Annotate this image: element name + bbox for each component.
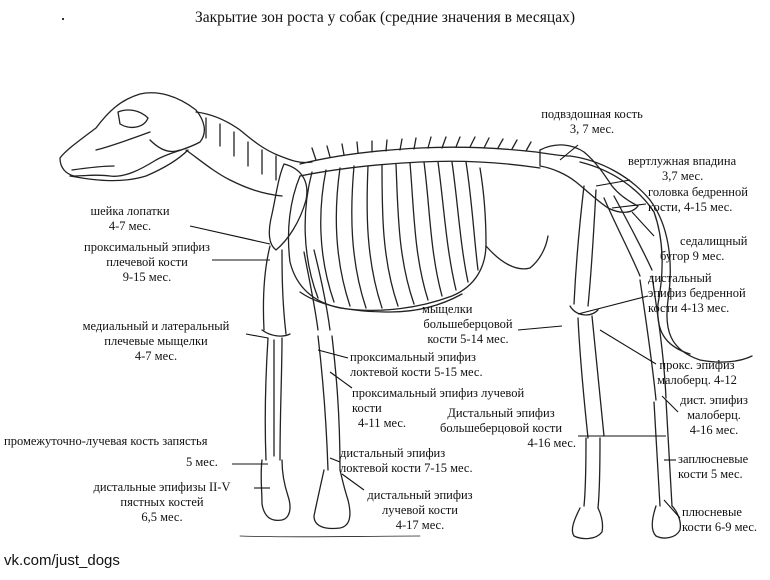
- label-line: плечевой кости: [106, 255, 188, 269]
- label-line: дистальный эпифиз: [367, 488, 473, 502]
- label-line: 4-16 мес.: [689, 423, 739, 437]
- label-line: дистальные эпифизы II-V: [93, 480, 231, 494]
- leader-prox-radius: [330, 372, 352, 388]
- hind-paw-near: [572, 508, 602, 539]
- label-fibula-dist: [676, 393, 752, 438]
- label-line: медиальный и латеральный: [82, 319, 230, 333]
- label-line: кости 6-9 мес.: [682, 520, 758, 534]
- label-line: 4-16 мес.: [527, 436, 576, 450]
- source-credit-link[interactable]: vk.com/just_dogs: [4, 552, 120, 569]
- label-line: 4-11 мес.: [358, 416, 407, 430]
- label-line: 4-7 мес.: [134, 349, 178, 363]
- hind-leg-tibia: [578, 316, 604, 438]
- label-scapula-neck: [70, 204, 190, 234]
- hind-leg-far-femur: [604, 196, 652, 276]
- label-line: промежуточно-лучевая кость запястья: [4, 434, 208, 448]
- label-prox-humerus: [54, 240, 240, 285]
- label-ischial: [660, 234, 747, 264]
- label-metacarpal: [72, 480, 252, 525]
- label-line: мыщелки: [422, 302, 473, 316]
- label-line: дистальный: [648, 271, 712, 285]
- leader-distal-ulna: [330, 458, 340, 462]
- leader-condyles: [246, 334, 268, 338]
- label-acetabulum: [628, 154, 736, 184]
- label-distal-femur: [648, 271, 746, 316]
- cervical-spine-lower: [186, 150, 282, 196]
- label-line: 6,5 мес.: [141, 510, 183, 524]
- label-line: заплюсневые: [678, 452, 749, 466]
- label-line: кости 4-13 мес.: [648, 301, 730, 315]
- label-distal-radius: [360, 488, 480, 533]
- label-metatarsal: [682, 505, 757, 535]
- front-leg-far-radius: [318, 336, 340, 470]
- label-prox-ulna: [350, 350, 483, 380]
- label-condyles: [66, 319, 246, 364]
- leader-tibial-condyles: [518, 326, 562, 330]
- hind-leg-femur: [574, 186, 596, 306]
- cervical-spine: [196, 112, 312, 163]
- label-line: проксимальный эпифиз: [350, 350, 476, 364]
- label-line: подвздошная кость: [541, 107, 643, 121]
- label-line: проксимальный эпифиз: [84, 240, 210, 254]
- hind-leg-tarsus: [584, 438, 600, 508]
- label-line: пястных костей: [120, 495, 204, 509]
- label-line: шейка лопатки: [90, 204, 170, 218]
- label-line: 9-15 мес.: [122, 270, 172, 284]
- label-line: 4-17 мес.: [395, 518, 445, 532]
- label-line: головка бедренной: [648, 185, 748, 199]
- label-line: 5 мес.: [186, 455, 218, 469]
- label-tarsal: [678, 452, 748, 482]
- ground-line: [240, 536, 420, 537]
- abdomen-line: [486, 236, 548, 269]
- label-distal-tibia: [426, 406, 576, 451]
- front-leg-humerus: [263, 246, 286, 334]
- label-iliac: [532, 107, 652, 137]
- label-line: лучевой кости: [382, 503, 458, 517]
- label-line: 3, 7 мес.: [569, 122, 615, 136]
- label-line: локтевой кости 7-15 мес.: [340, 461, 473, 475]
- label-line: прокс. эпифиз: [659, 358, 735, 372]
- label-line: вертлужная впадина: [628, 154, 737, 168]
- label-line: кости, 4-15 мес.: [648, 200, 733, 214]
- label-line: 3,7 мес.: [662, 169, 704, 183]
- label-line: малоберц. 4-12: [657, 373, 737, 387]
- label-line: малоберц.: [687, 408, 741, 422]
- front-paw-near: [261, 460, 290, 520]
- hind-paw-far: [652, 506, 680, 538]
- label-line: 4-7 мес.: [108, 219, 152, 233]
- label-line: плечевые мыщелки: [104, 334, 208, 348]
- label-line: кости 5 мес.: [678, 467, 743, 481]
- label-line: бугор 9 мес.: [660, 249, 725, 263]
- leader-femoral-head: [612, 204, 646, 208]
- hind-leg-far-tarsus: [654, 400, 672, 506]
- label-line: кости: [352, 401, 382, 415]
- label-line: большеберцовой: [423, 317, 513, 331]
- label-line: дистальный эпифиз: [340, 446, 446, 460]
- skull: [60, 93, 204, 177]
- label-line: проксимальный эпифиз лучевой: [352, 386, 525, 400]
- label-line: плюсневые: [682, 505, 742, 519]
- front-leg-radius-ulna: [265, 338, 282, 460]
- label-distal-ulna: [340, 446, 473, 476]
- leader-iliac: [560, 145, 578, 160]
- skull-detail: [72, 110, 180, 170]
- label-line: седалищный: [680, 234, 748, 248]
- ribs: [305, 162, 478, 308]
- diagram-title: Закрытие зон роста у собак (средние значения в месяцах): [194, 9, 576, 26]
- label-line: локтевой кости 5-15 мес.: [350, 365, 483, 379]
- label-tibial-condyles: [418, 302, 518, 347]
- label-line: большеберцовой кости: [439, 421, 563, 435]
- label-line: кости 5-14 мес.: [427, 332, 509, 346]
- label-femoral-head: [648, 185, 748, 215]
- spine-lower-edge: [300, 161, 540, 176]
- label-carpal: [4, 434, 218, 470]
- label-line: дист. эпифиз: [680, 393, 748, 407]
- leader-ischial: [632, 212, 654, 236]
- label-fibula-prox: [652, 358, 742, 388]
- label-line: эпифиз бедренной: [648, 286, 746, 300]
- label-line: Дистальный эпифиз: [447, 406, 555, 420]
- front-paw-far: [314, 470, 350, 529]
